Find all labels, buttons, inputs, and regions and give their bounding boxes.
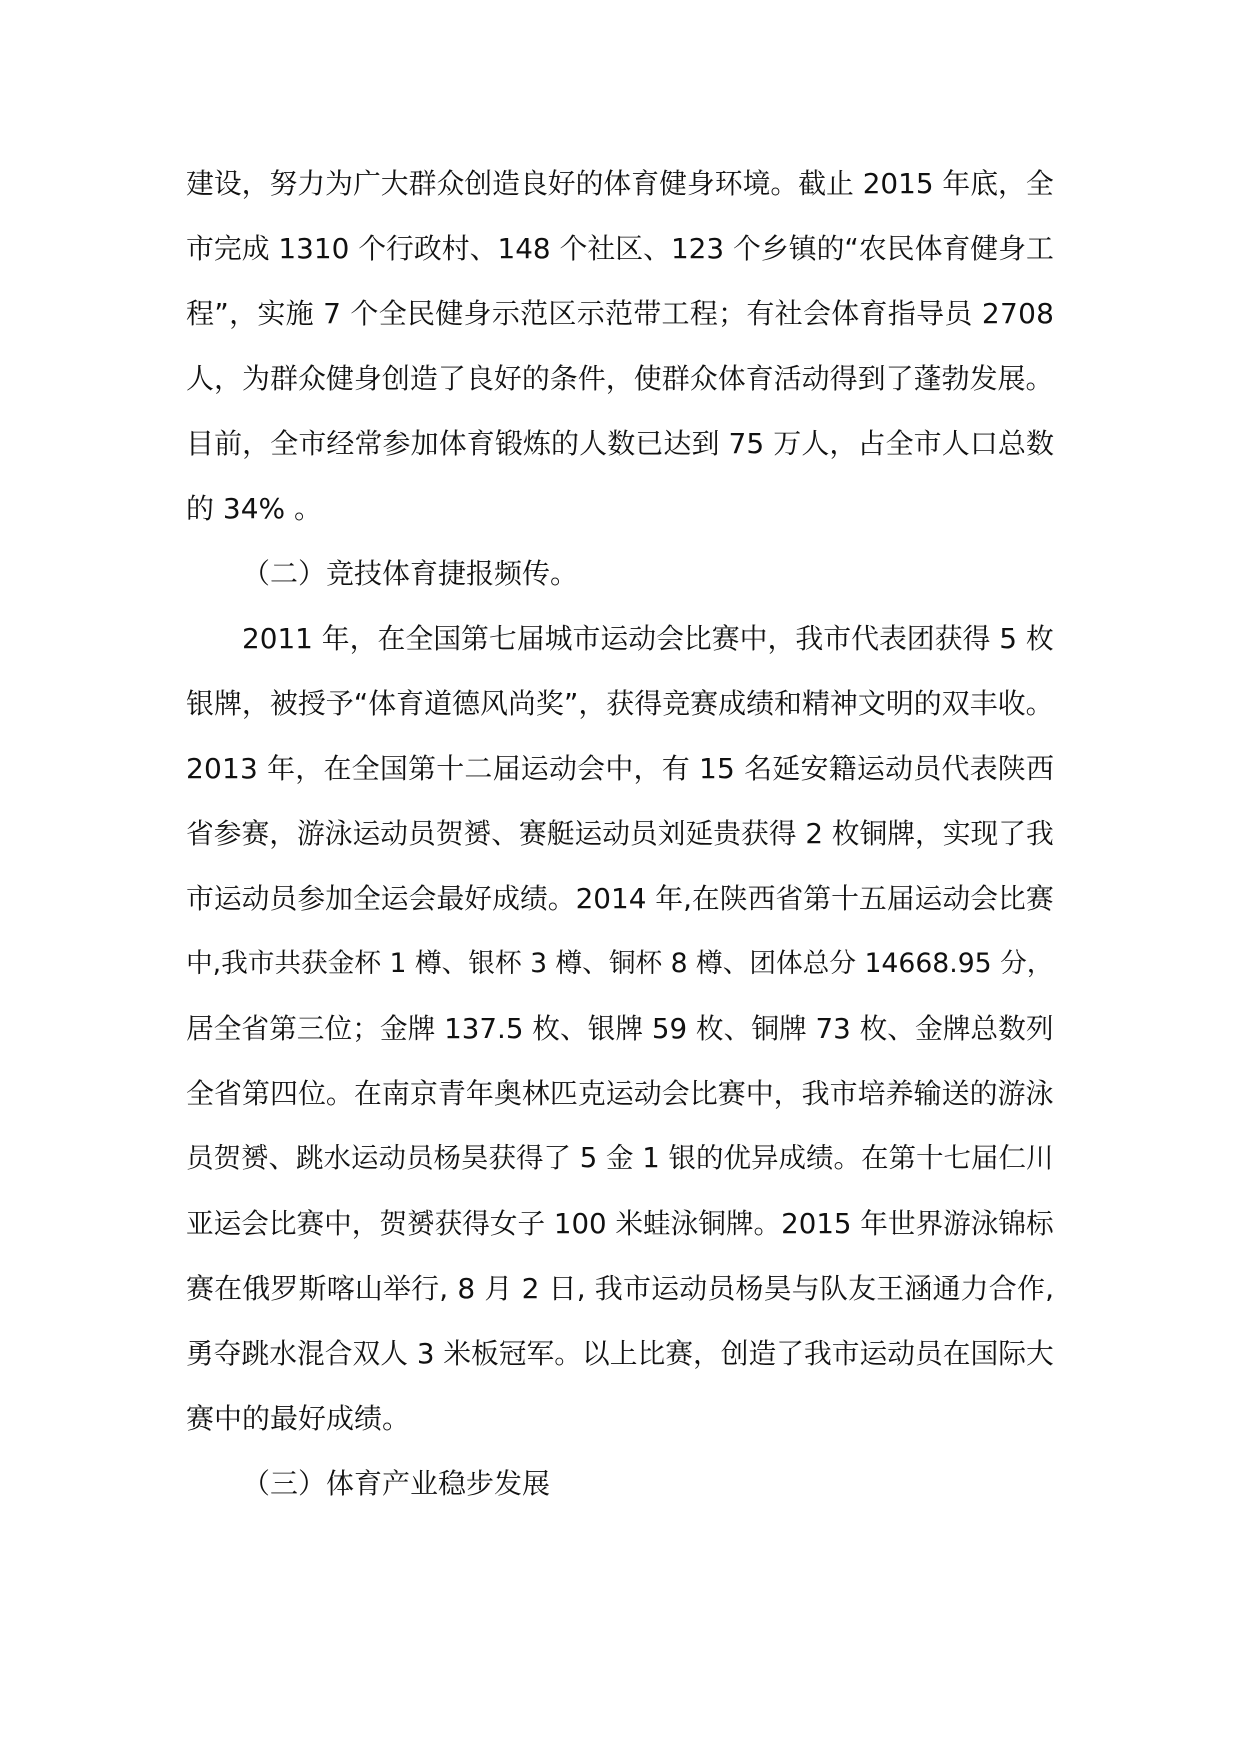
section-heading-3: （三）体育产业稳步发展 xyxy=(242,1467,551,1500)
text-line-17: 亚运会比赛中，贺赟获得女子 100 米蛙泳铜牌。2015 年世界游泳锦标 xyxy=(186,1207,1054,1240)
text-line-2: 市完成 1310 个行政村、148 个社区、123 个乡镇的“农民体育健身工 xyxy=(186,232,1054,265)
text-line-16: 员贺赟、跳水运动员杨昊获得了 5 金 1 银的优异成绩。在第十七届仁川 xyxy=(186,1142,1054,1174)
text-line-1: 建设，努力为广大群众创造良好的体育健身环境。截止 2015 年底，全 xyxy=(186,167,1054,200)
text-line-4: 人，为群众健身创造了良好的条件，使群众体育活动得到了蓬勃发展。 xyxy=(186,362,1054,395)
text-line-19: 勇夺跳水混合双人 3 米板冠军。以上比赛，创造了我市运动员在国际大 xyxy=(186,1337,1054,1370)
text-line-5: 目前，全市经常参加体育锻炼的人数已达到 75 万人，占全市人口总数 xyxy=(186,427,1055,460)
text-line-9: 银牌，被授予“体育道德风尚奖”，获得竞赛成绩和精神文明的双丰收。 xyxy=(186,687,1054,720)
text-line-18: 赛在俄罗斯喀山举行, 8 月 2 日, 我市运动员杨昊与队友王涵通力合作, xyxy=(186,1272,1055,1305)
paragraph-start-line: 2011 年，在全国第七届城市运动会比赛中，我市代表团获得 5 枚 xyxy=(242,622,1054,655)
text-line-12: 市运动员参加全运会最好成绩。2014 年,在陕西省第十五届运动会比赛 xyxy=(186,882,1054,915)
text-line-14: 居全省第三位；金牌 137.5 枚、银牌 59 枚、铜牌 73 枚、金牌总数列 xyxy=(186,1012,1054,1045)
text-line-11: 省参赛，游泳运动员贺赟、赛艇运动员刘延贵获得 2 枚铜牌，实现了我 xyxy=(186,817,1054,850)
text-line-13: 中,我市共获金杯 1 樽、银杯 3 樽、铜杯 8 樽、团体总分 14668.95 分， xyxy=(186,948,1054,979)
text-line-3: 程”，实施 7 个全民健身示范区示范带工程；有社会体育指导员 2708 xyxy=(186,297,1055,330)
section-heading-2: （二）竞技体育捷报频传。 xyxy=(242,557,579,590)
text-line-10: 2013 年，在全国第十二届运动会中，有 15 名延安籍运动员代表陕西 xyxy=(186,752,1055,785)
text-line-15: 全省第四位。在南京青年奥林匹克运动会比赛中，我市培养输送的游泳 xyxy=(186,1077,1054,1110)
text-line-20: 赛中的最好成绩。 xyxy=(186,1402,411,1435)
text-line-6: 的 34% 。 xyxy=(186,492,323,525)
document-body xyxy=(186,151,1054,1516)
